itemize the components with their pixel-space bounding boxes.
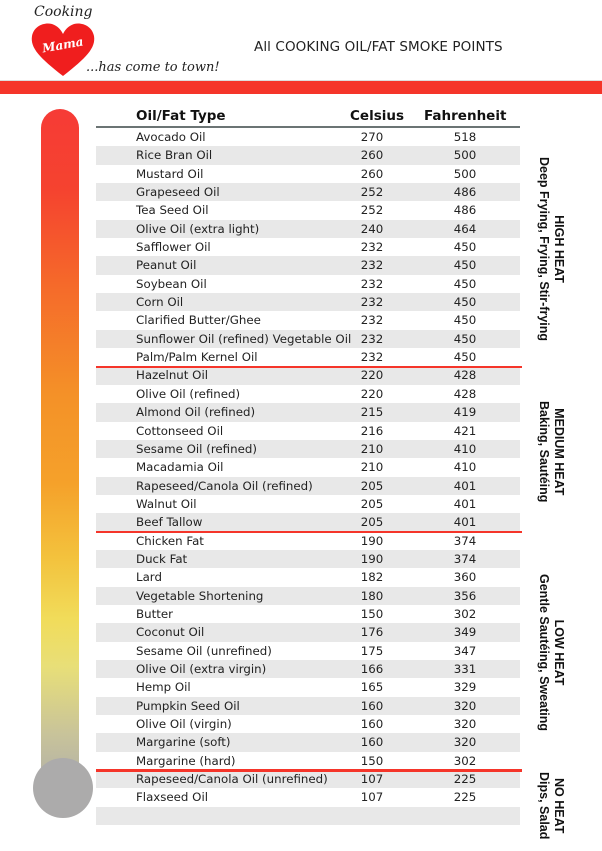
header — [0, 0, 602, 80]
fahrenheit-cell: 421 — [453, 423, 477, 438]
fahrenheit-cell: 320 — [453, 698, 477, 713]
celsius-cell: 232 — [360, 313, 384, 328]
table-row — [96, 660, 520, 678]
logo-top-text: Cooking — [34, 4, 93, 20]
celsius-cell: 160 — [360, 735, 384, 750]
fahrenheit-cell: 320 — [453, 735, 477, 750]
fahrenheit-cell: 450 — [453, 276, 477, 291]
oil-name-cell: Sesame Oil (refined) — [136, 441, 257, 456]
oil-name-cell: Hazelnut Oil — [136, 368, 208, 383]
celsius-cell: 210 — [360, 460, 384, 475]
table-row — [96, 366, 520, 384]
table-row — [96, 788, 520, 806]
celsius-cell: 252 — [360, 185, 384, 200]
fahrenheit-cell: 450 — [453, 313, 477, 328]
fahrenheit-cell: 401 — [453, 515, 477, 530]
table-row — [96, 220, 520, 238]
table-row — [96, 165, 520, 183]
fahrenheit-cell: 450 — [453, 258, 477, 273]
fahrenheit-cell: 518 — [453, 130, 477, 144]
table-row — [96, 477, 520, 495]
table-row — [96, 568, 520, 586]
table-row — [96, 275, 520, 293]
oil-name-cell: Rapeseed/Canola Oil (refined) — [136, 478, 313, 493]
fahrenheit-cell: 356 — [453, 588, 477, 603]
table-row — [96, 293, 520, 311]
heat-zone-label — [536, 772, 566, 839]
celsius-cell: 232 — [360, 331, 384, 346]
oil-name-cell: Safflower Oil — [136, 240, 211, 255]
oil-name-cell: Margarine (soft) — [136, 735, 231, 750]
oil-name-cell: Flaxseed Oil — [136, 790, 209, 805]
celsius-cell: 150 — [360, 606, 384, 621]
oil-name-cell: Coconut Oil — [136, 625, 205, 640]
table-header — [96, 108, 520, 128]
celsius-cell: 175 — [360, 643, 384, 658]
heat-zone-separator — [96, 531, 522, 534]
oil-name-cell: Olive Oil (refined) — [136, 386, 241, 401]
celsius-cell: 210 — [360, 441, 384, 456]
heat-zone-subtitle: Dips, Salad — [537, 772, 551, 840]
header-divider-band — [0, 80, 602, 94]
fahrenheit-cell: 302 — [453, 753, 477, 768]
oil-name-cell: Olive Oil (virgin) — [136, 717, 232, 731]
oil-name-cell: Cottonseed Oil — [136, 423, 224, 438]
celsius-cell: 232 — [360, 258, 384, 273]
smoke-point-table — [96, 108, 520, 825]
table-row — [96, 495, 520, 513]
oil-name-cell: Duck Fat — [136, 551, 188, 566]
table-row — [96, 311, 520, 329]
oil-name-cell: Soybean Oil — [136, 276, 207, 291]
oil-name-cell: Macadamia Oil — [136, 460, 224, 475]
table-row — [96, 733, 520, 751]
fahrenheit-cell: 349 — [453, 625, 477, 640]
celsius-cell: 232 — [360, 240, 384, 255]
table-row — [96, 422, 520, 440]
heat-zone-label — [536, 157, 566, 341]
oil-name-cell: Olive Oil (extra virgin) — [136, 661, 267, 676]
fahrenheit-cell: 410 — [453, 441, 477, 456]
oil-name-cell: Butter — [136, 606, 173, 621]
table-row — [96, 587, 520, 605]
fahrenheit-cell: 500 — [453, 166, 477, 181]
heat-zone-subtitle: Baking, Sautéing — [537, 400, 551, 503]
table-row — [96, 256, 520, 274]
fahrenheit-cell: 401 — [453, 496, 477, 511]
logo-tagline: ...has come to town! — [86, 60, 220, 75]
table-row — [96, 513, 520, 531]
oil-name-cell: Hemp Oil — [136, 680, 191, 695]
thermometer-graphic — [28, 106, 90, 826]
table-row — [96, 128, 520, 146]
fahrenheit-cell: 486 — [453, 185, 477, 200]
table-row — [96, 385, 520, 403]
oil-name-cell: Chicken Fat — [136, 533, 204, 548]
fahrenheit-cell: 302 — [453, 606, 477, 621]
heat-zone-title: NO HEAT — [552, 778, 566, 834]
celsius-cell: 216 — [360, 423, 384, 438]
table-row — [96, 201, 520, 219]
fahrenheit-cell: 320 — [453, 717, 477, 731]
oil-name-cell: Avocado Oil — [136, 130, 206, 144]
celsius-cell: 205 — [360, 496, 384, 511]
oil-name-cell: Sesame Oil (unrefined) — [136, 643, 272, 658]
celsius-cell: 232 — [360, 276, 384, 291]
celsius-cell: 160 — [360, 717, 384, 731]
column-header-fahrenheit: Fahrenheit — [424, 108, 507, 124]
oil-name-cell: Pumpkin Seed Oil — [136, 698, 240, 713]
oil-name-cell: Peanut Oil — [136, 258, 197, 273]
oil-name-cell: Sunflower Oil (refined) Vegetable Oil — [136, 331, 352, 346]
oil-name-cell: Palm/Palm Kernel Oil — [136, 350, 258, 365]
fahrenheit-cell: 374 — [453, 551, 477, 566]
heat-zone-separator — [96, 366, 522, 369]
celsius-cell: 205 — [360, 515, 384, 530]
celsius-cell: 107 — [360, 772, 384, 787]
table-row — [96, 623, 520, 641]
celsius-cell: 165 — [360, 680, 384, 695]
fahrenheit-cell: 428 — [453, 368, 477, 383]
fahrenheit-cell: 225 — [453, 790, 477, 805]
heat-zone-subtitle: Gentle Sautéing, Sweating — [537, 574, 551, 732]
oil-name-cell: Margarine (hard) — [136, 753, 236, 768]
celsius-cell: 220 — [360, 386, 384, 401]
table-body — [96, 128, 520, 825]
celsius-cell: 182 — [360, 570, 384, 585]
fahrenheit-cell: 450 — [453, 350, 477, 365]
celsius-cell: 205 — [360, 478, 384, 493]
celsius-cell: 260 — [360, 148, 384, 163]
fahrenheit-cell: 450 — [453, 295, 477, 310]
thermometer-bulb — [33, 758, 93, 818]
fahrenheit-cell: 360 — [453, 570, 477, 585]
celsius-cell: 240 — [360, 221, 384, 236]
fahrenheit-cell: 331 — [453, 661, 477, 676]
logo[interactable] — [28, 2, 220, 78]
celsius-cell: 107 — [360, 790, 384, 805]
heat-zone-label — [536, 574, 566, 731]
table-row — [96, 752, 520, 770]
celsius-cell: 190 — [360, 533, 384, 548]
fahrenheit-cell: 410 — [453, 460, 477, 475]
celsius-cell: 160 — [360, 698, 384, 713]
table-row — [96, 678, 520, 696]
table-row — [96, 642, 520, 660]
celsius-cell: 176 — [360, 625, 384, 640]
celsius-cell: 270 — [360, 130, 384, 144]
fahrenheit-cell: 500 — [453, 148, 477, 163]
table-row — [96, 605, 520, 623]
oil-name-cell: Rapeseed/Canola Oil (unrefined) — [136, 772, 328, 787]
oil-name-cell: Rice Bran Oil — [136, 148, 213, 163]
table-row — [96, 238, 520, 256]
oil-name-cell: Beef Tallow — [136, 515, 203, 530]
fahrenheit-cell: 225 — [453, 772, 477, 787]
table-row — [96, 715, 520, 733]
table-row — [96, 403, 520, 421]
celsius-cell: 190 — [360, 551, 384, 566]
table-row — [96, 440, 520, 458]
column-header-celsius: Celsius — [350, 108, 404, 124]
celsius-cell: 260 — [360, 166, 384, 181]
celsius-cell: 180 — [360, 588, 384, 603]
heat-zone-title: LOW HEAT — [552, 620, 566, 686]
table-row — [96, 770, 520, 788]
oil-name-cell: Tea Seed Oil — [136, 203, 209, 218]
oil-name-cell: Walnut Oil — [136, 496, 197, 511]
thermometer-tube — [41, 109, 79, 789]
table-row — [96, 348, 520, 366]
fahrenheit-cell: 428 — [453, 386, 477, 401]
celsius-cell: 166 — [360, 661, 384, 676]
fahrenheit-cell: 374 — [453, 533, 477, 548]
fahrenheit-cell: 486 — [453, 203, 477, 218]
celsius-cell: 220 — [360, 368, 384, 383]
fahrenheit-cell: 419 — [453, 405, 477, 420]
oil-name-cell: Lard — [136, 570, 162, 585]
heat-zone-title: HIGH HEAT — [552, 215, 566, 284]
table-row — [96, 458, 520, 476]
celsius-cell: 232 — [360, 350, 384, 365]
logo-heart-text: Mama — [41, 34, 85, 56]
oil-name-cell: Grapeseed Oil — [136, 185, 220, 200]
fahrenheit-cell: 450 — [453, 240, 477, 255]
celsius-cell: 232 — [360, 295, 384, 310]
heat-zone-label — [536, 401, 566, 502]
table-row — [96, 330, 520, 348]
oil-name-cell: Corn Oil — [136, 295, 184, 310]
celsius-cell: 150 — [360, 753, 384, 768]
table-row — [96, 532, 520, 550]
table-row — [96, 183, 520, 201]
heat-zone-subtitle: Deep Frying, Frying, Stir-frying — [537, 157, 551, 342]
celsius-cell: 215 — [360, 405, 384, 420]
oil-name-cell: Vegetable Shortening — [136, 588, 264, 603]
oil-name-cell: Olive Oil (extra light) — [136, 221, 260, 236]
celsius-cell: 252 — [360, 203, 384, 218]
table-row — [96, 807, 520, 825]
oil-name-cell: Clarified Butter/Ghee — [136, 313, 261, 328]
oil-name-cell: Mustard Oil — [136, 166, 204, 181]
table-row — [96, 550, 520, 568]
heat-zone-title: MEDIUM HEAT — [552, 407, 566, 495]
column-header-oil-type: Oil/Fat Type — [136, 108, 226, 124]
page-title: All COOKING OIL/FAT SMOKE POINTS — [254, 39, 503, 55]
oil-name-cell: Almond Oil (refined) — [136, 405, 256, 420]
fahrenheit-cell: 347 — [453, 643, 477, 658]
fahrenheit-cell: 464 — [453, 221, 477, 236]
fahrenheit-cell: 450 — [453, 331, 477, 346]
fahrenheit-cell: 329 — [453, 680, 477, 695]
heat-zone-separator — [96, 769, 522, 772]
table-row — [96, 697, 520, 715]
table-row — [96, 146, 520, 164]
fahrenheit-cell: 401 — [453, 478, 477, 493]
